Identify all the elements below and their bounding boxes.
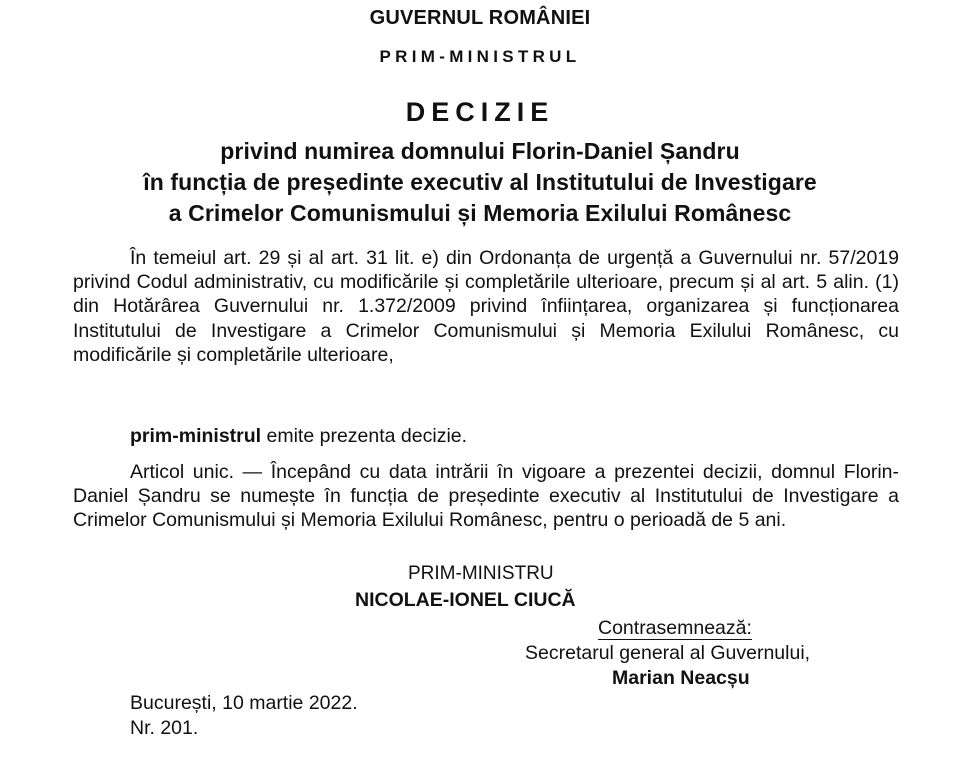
issuer-text: emite prezenta decizie. xyxy=(261,425,468,447)
countersign-block xyxy=(598,617,752,640)
document-number: Nr. 201. xyxy=(130,717,199,739)
issuer-bold-text: prim-ministrul xyxy=(130,425,262,447)
article-paragraph: Articol unic. — Începând cu data intrării în vigoare a prezentei decizii, domnul Florin-Daniel Șandru se numește în funcția de președinte executiv al Institutului de Investigare a Crimelor Comunismului și Memoria Exilului Românesc, pentru o perioadă de 5 ani. xyxy=(73,461,899,532)
pm-signature-name: NICOLAE-IONEL CIUCĂ xyxy=(355,589,576,611)
document-title-line: în funcția de președinte executiv al Institutului de Investigare xyxy=(143,169,817,195)
secretary-name: Marian Neacșu xyxy=(612,667,750,689)
government-header: GUVERNUL ROMÂNIEI xyxy=(369,7,591,29)
document-title-line: privind numirea domnului Florin-Daniel Șandru xyxy=(220,138,740,164)
pm-signature-title: PRIM-MINISTRU xyxy=(408,563,554,584)
place-date: București, 10 martie 2022. xyxy=(130,692,358,714)
office-header: PRIM-MINISTRUL xyxy=(379,47,581,66)
document-type: DECIZIE xyxy=(405,97,555,127)
countersign-label: Contrasemnează: xyxy=(598,617,752,639)
secretary-title: Secretarul general al Guvernului, xyxy=(525,642,811,664)
issuer-paragraph xyxy=(73,424,899,448)
document-title-line: a Crimelor Comunismului și Memoria Exilului Românesc xyxy=(168,200,792,226)
preamble-paragraph: În temeiul art. 29 și al art. 31 lit. e) din Ordonanța de urgență a Guvernului nr. 57/2019 privind Codul administrativ, cu modificările și completările ulterioare, precum și al art. 5 alin. (1) din Hotărârea Guvernului nr. 1.372/2009 privind înființarea, organizarea și funcționarea Institutului de Investigare a Crimelor Comunismului și Memoria Exilului Românesc, cu modificările și completările ulterioare, xyxy=(73,247,899,366)
